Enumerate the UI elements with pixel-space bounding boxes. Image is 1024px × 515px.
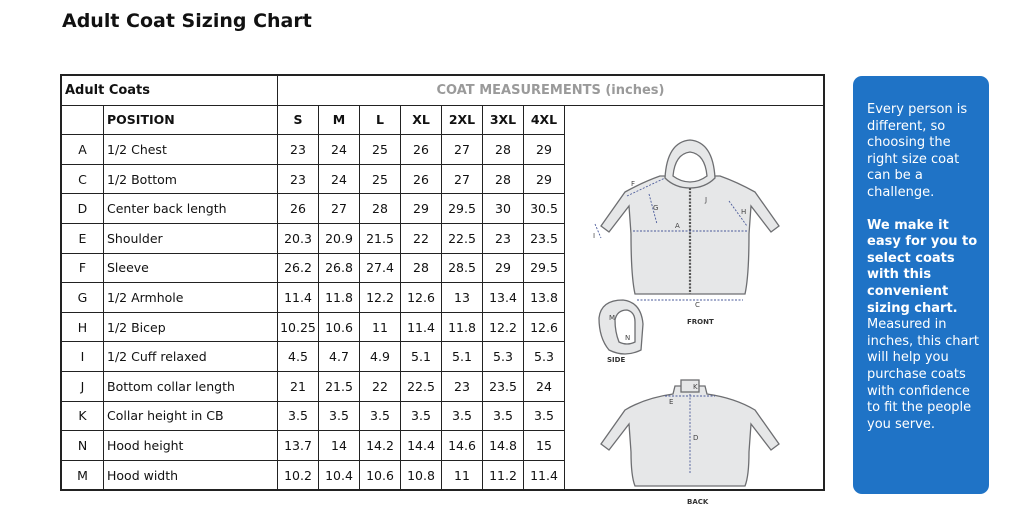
measurement-cell: 13.8 <box>524 283 565 313</box>
page-title: Adult Coat Sizing Chart <box>62 10 312 32</box>
sizing-table <box>60 74 825 506</box>
measurement-cell: 21.5 <box>360 223 401 253</box>
measurement-cell: 14.4 <box>401 431 442 461</box>
measurement-cell: 20.9 <box>319 223 360 253</box>
measurement-cell: 14.2 <box>360 431 401 461</box>
measurement-cell: 28 <box>483 164 524 194</box>
measurement-cell: 4.5 <box>278 342 319 372</box>
front-marker-g: G <box>653 203 659 212</box>
row-position: Center back length <box>104 194 278 224</box>
measurement-cell: 22 <box>401 223 442 253</box>
row-position: Hood height <box>104 431 278 461</box>
row-letter: A <box>61 135 104 165</box>
measurement-cell: 12.6 <box>401 283 442 313</box>
measurement-cell: 10.2 <box>278 460 319 490</box>
row-letter: D <box>61 194 104 224</box>
back-marker-k: K <box>693 382 698 391</box>
measurement-cell: 3.5 <box>483 401 524 431</box>
measurement-cell: 10.8 <box>401 460 442 490</box>
measurement-cell: 5.1 <box>442 342 483 372</box>
row-position: 1/2 Cuff relaxed <box>104 342 278 372</box>
side-marker-n: N <box>625 333 631 342</box>
corner-label: Adult Coats <box>61 75 278 105</box>
side-hood-drawing <box>599 300 643 354</box>
measurement-cell: 4.7 <box>319 342 360 372</box>
measurement-cell: 29 <box>524 164 565 194</box>
front-marker-j: J <box>705 195 708 204</box>
position-header: POSITION <box>104 105 278 135</box>
measurement-cell: 3.5 <box>360 401 401 431</box>
measurement-cell: 24 <box>319 164 360 194</box>
info-detail: Measured in inches, this chart will help you purchase coats with confidence to fit the people you serve. <box>867 317 979 432</box>
size-header-l: L <box>360 105 401 135</box>
measurement-cell: 27 <box>442 164 483 194</box>
table-header-row <box>61 75 824 105</box>
info-intro: Every person is different, so choosing the right size coat can be a challenge. <box>867 102 968 200</box>
measurement-cell: 11.4 <box>278 283 319 313</box>
row-position: Sleeve <box>104 253 278 283</box>
row-letter: E <box>61 223 104 253</box>
measurement-cell: 3.5 <box>442 401 483 431</box>
measurement-cell: 23 <box>483 223 524 253</box>
row-letter: G <box>61 283 104 313</box>
measurement-cell: 10.25 <box>278 312 319 342</box>
measurement-cell: 11.2 <box>483 460 524 490</box>
measurement-cell: 24 <box>319 135 360 165</box>
measurement-cell: 23.5 <box>483 371 524 401</box>
measurement-cell: 11.8 <box>319 283 360 313</box>
measurement-cell: 10.6 <box>319 312 360 342</box>
coat-diagram-cell <box>565 105 825 506</box>
measurement-cell: 5.1 <box>401 342 442 372</box>
size-header-3xl: 3XL <box>483 105 524 135</box>
back-label: BACK <box>687 497 709 506</box>
measurement-cell: 23 <box>278 135 319 165</box>
measurement-cell: 22.5 <box>442 223 483 253</box>
measurement-cell: 23 <box>278 164 319 194</box>
row-letter: I <box>61 342 104 372</box>
measurement-cell: 5.3 <box>524 342 565 372</box>
measurement-cell: 12.2 <box>360 283 401 313</box>
measurement-cell: 10.6 <box>360 460 401 490</box>
measurement-cell: 11 <box>360 312 401 342</box>
measurement-cell: 11.4 <box>524 460 565 490</box>
measurement-cell: 12.6 <box>524 312 565 342</box>
measurement-cell: 26 <box>401 164 442 194</box>
size-header-s: S <box>278 105 319 135</box>
measurement-cell: 28.5 <box>442 253 483 283</box>
measurement-cell: 14 <box>319 431 360 461</box>
measurement-cell: 3.5 <box>524 401 565 431</box>
size-header-m: M <box>319 105 360 135</box>
measurement-cell: 3.5 <box>278 401 319 431</box>
size-header-xl: XL <box>401 105 442 135</box>
measurement-cell: 24 <box>524 371 565 401</box>
measurement-cell: 20.3 <box>278 223 319 253</box>
row-letter: C <box>61 164 104 194</box>
side-marker-m: M <box>609 313 616 322</box>
front-marker-i: I <box>593 231 596 240</box>
measurement-cell: 22 <box>360 371 401 401</box>
row-position: Shoulder <box>104 223 278 253</box>
row-letter: J <box>61 371 104 401</box>
row-position: 1/2 Bottom <box>104 164 278 194</box>
row-position: 1/2 Chest <box>104 135 278 165</box>
row-position: 1/2 Armhole <box>104 283 278 313</box>
measurement-cell: 11 <box>442 460 483 490</box>
measurement-cell: 3.5 <box>401 401 442 431</box>
row-position: Bottom collar length <box>104 371 278 401</box>
front-marker-h: H <box>741 207 747 216</box>
back-marker-e: E <box>669 397 674 406</box>
measurement-cell: 11.4 <box>401 312 442 342</box>
measurement-cell: 12.2 <box>483 312 524 342</box>
measurement-cell: 26.8 <box>319 253 360 283</box>
size-header-4xl: 4XL <box>524 105 565 135</box>
measurement-cell: 10.4 <box>319 460 360 490</box>
measurements-header: COAT MEASUREMENTS (inches) <box>278 75 825 105</box>
measurement-cell: 3.5 <box>319 401 360 431</box>
measurement-cell: 13 <box>442 283 483 313</box>
measurement-cell: 22.5 <box>401 371 442 401</box>
measurement-cell: 21.5 <box>319 371 360 401</box>
measurement-cell: 26.2 <box>278 253 319 283</box>
measurement-cell: 30 <box>483 194 524 224</box>
row-letter: F <box>61 253 104 283</box>
front-marker-a: A <box>675 221 680 230</box>
measurement-cell: 29.5 <box>524 253 565 283</box>
measurement-cell: 27 <box>442 135 483 165</box>
measurement-cell: 29 <box>483 253 524 283</box>
measurement-cell: 5.3 <box>483 342 524 372</box>
measurement-cell: 14.8 <box>483 431 524 461</box>
measurement-cell: 25 <box>360 135 401 165</box>
row-letter: H <box>61 312 104 342</box>
measurement-cell: 26 <box>401 135 442 165</box>
measurement-cell: 29 <box>401 194 442 224</box>
measurement-cell: 13.7 <box>278 431 319 461</box>
side-label: SIDE <box>607 355 626 364</box>
measurement-cell: 28 <box>483 135 524 165</box>
measurement-cell: 14.6 <box>442 431 483 461</box>
measurement-cell: 23 <box>442 371 483 401</box>
measurement-cell: 28 <box>360 194 401 224</box>
back-marker-d: D <box>693 433 699 442</box>
row-letter: K <box>61 401 104 431</box>
size-header-2xl: 2XL <box>442 105 483 135</box>
row-letter: N <box>61 431 104 461</box>
front-marker-c: C <box>695 300 700 309</box>
measurement-cell: 26 <box>278 194 319 224</box>
letter-header-blank <box>61 105 104 135</box>
row-position: Collar height in CB <box>104 401 278 431</box>
measurement-cell: 15 <box>524 431 565 461</box>
measurement-cell: 11.8 <box>442 312 483 342</box>
coat-diagram <box>565 106 823 506</box>
front-label: FRONT <box>687 317 714 326</box>
info-panel <box>853 76 989 494</box>
measurement-cell: 4.9 <box>360 342 401 372</box>
measurement-cell: 29.5 <box>442 194 483 224</box>
measurement-cell: 28 <box>401 253 442 283</box>
measurement-cell: 13.4 <box>483 283 524 313</box>
measurement-cell: 25 <box>360 164 401 194</box>
row-letter: M <box>61 460 104 490</box>
front-marker-f: F <box>631 179 636 188</box>
info-highlight: We make it easy for you to select coats with this convenient sizing chart. <box>867 217 978 316</box>
row-position: Hood width <box>104 460 278 490</box>
row-position: 1/2 Bicep <box>104 312 278 342</box>
measurement-cell: 21 <box>278 371 319 401</box>
measurement-cell: 30.5 <box>524 194 565 224</box>
size-header-row <box>61 105 824 135</box>
measurement-cell: 27 <box>319 194 360 224</box>
measurement-cell: 23.5 <box>524 223 565 253</box>
measurement-cell: 29 <box>524 135 565 165</box>
measurement-cell: 27.4 <box>360 253 401 283</box>
